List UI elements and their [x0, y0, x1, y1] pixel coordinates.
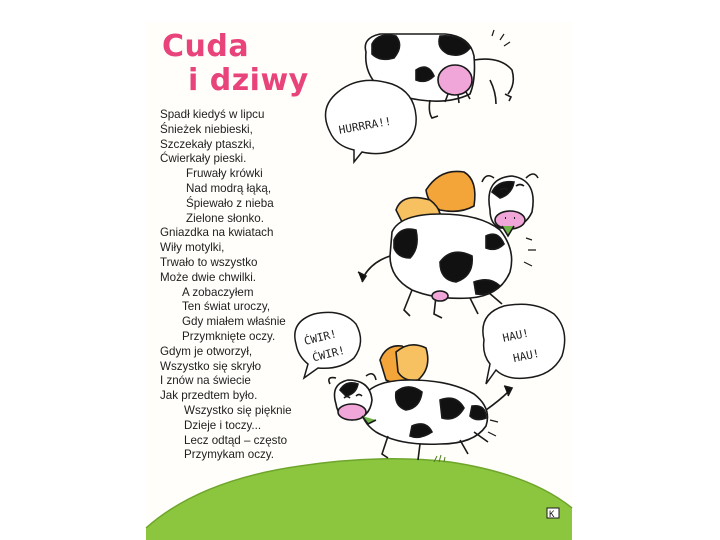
poem-line: Śnieżek niebieski, — [160, 122, 253, 136]
poem-line: Nad modrą łąką, — [186, 181, 272, 195]
poem-line: Ćwierkały pieski. — [160, 152, 247, 166]
bubble-text-hurrra: HURRRA!! — [337, 114, 393, 137]
poem-line: Gdym je otworzył, — [160, 344, 253, 358]
poem-line: Może dwie chwilki. — [160, 270, 256, 284]
bubble-text-cwir-2: ĆWIR! — [310, 343, 347, 365]
bubble-text-hau-2: HAU! — [511, 346, 541, 366]
poem-line: Fruwały krówki — [186, 167, 263, 181]
poem-line: Lecz odtąd – często — [184, 433, 288, 447]
poem-line: Wiły motylki, — [160, 241, 225, 255]
poem-line: Trwało to wszystko — [160, 255, 258, 269]
green-hill — [146, 455, 572, 540]
poem-line: Wszystko się skryło — [160, 359, 262, 373]
poem-line: Gdy miałem właśnie — [182, 315, 286, 329]
speech-bubble-hau — [483, 304, 565, 384]
bubble-text-hau-1: HAU! — [501, 326, 531, 345]
poem-line: I znów na świecie — [160, 374, 251, 388]
speech-bubble-hurrra — [326, 80, 417, 162]
poem-line: Śpiewało z nieba — [186, 196, 274, 210]
poem-line: Wszystko się pięknie — [184, 403, 292, 417]
title-line-2: i dziwy — [188, 63, 309, 98]
poem-line: Przymykam oczy. — [184, 448, 274, 462]
speech-bubble-cwir — [295, 312, 361, 378]
poem-line: Zielone słonko. — [186, 211, 264, 225]
poem-line: Gniazdka na kwiatach — [160, 226, 274, 240]
poem-line: Dzieje i toczy... — [184, 418, 262, 432]
bubble-text-cwir-1: ĆWIR! — [302, 327, 339, 348]
cow-flying-bottom — [329, 345, 512, 460]
signature-text: K — [549, 510, 555, 520]
poem-line: Szczekały ptaszki, — [160, 137, 255, 151]
illustrator-signature — [547, 508, 559, 520]
poem-line: Jak przedtem było. — [160, 389, 258, 403]
poem-line: Przymknięte oczy. — [182, 329, 276, 343]
poem-line: Spadł kiedyś w lipcu — [160, 108, 265, 121]
title-line-1: Cuda — [162, 29, 250, 64]
cow-flying-middle — [358, 171, 538, 318]
poem-line: A zobaczyłem — [182, 285, 254, 299]
poem-line: Ten świat uroczy, — [182, 300, 271, 314]
